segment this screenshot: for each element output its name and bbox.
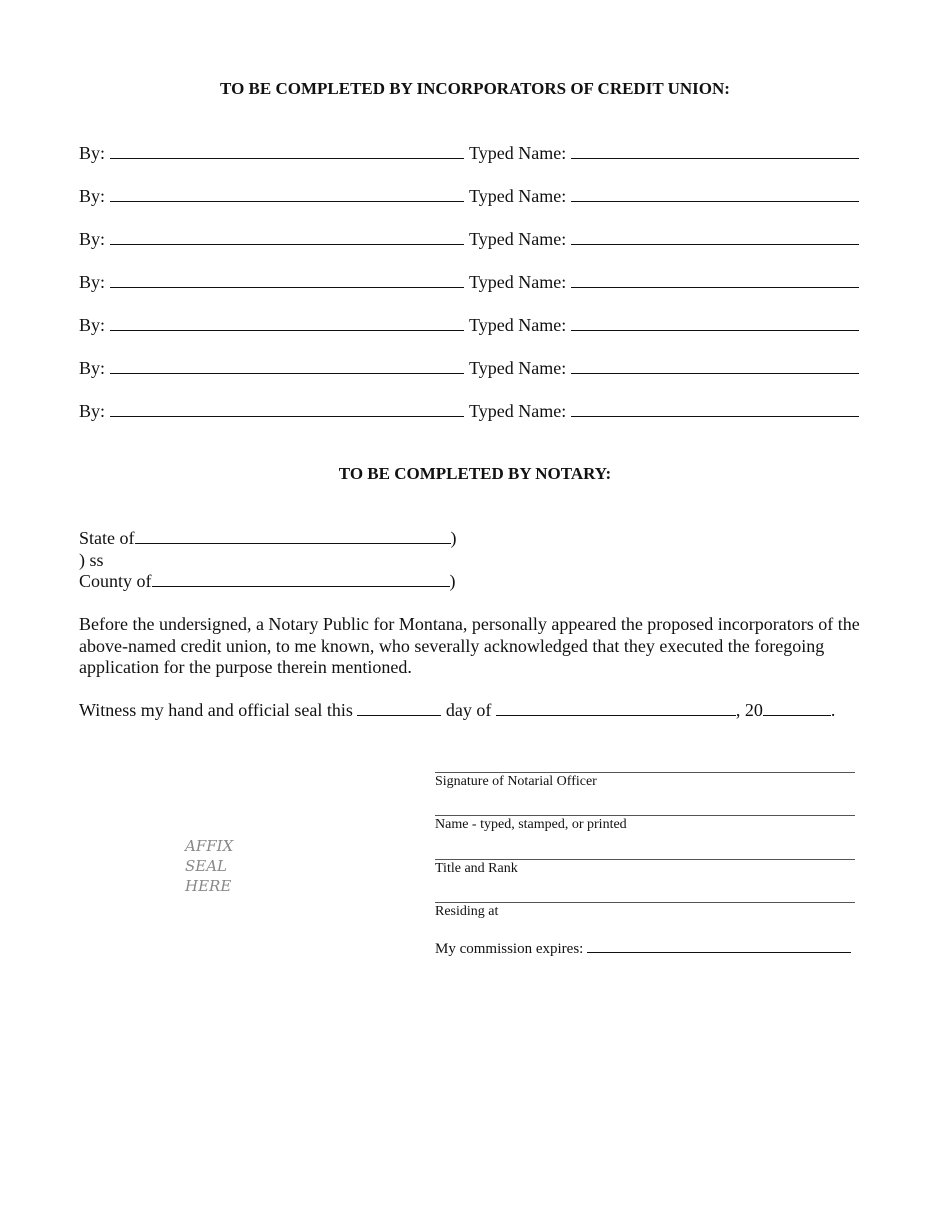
typed-name-label: Typed Name: xyxy=(469,401,567,421)
ss-label: ) ss xyxy=(79,550,104,570)
notary-heading: TO BE COMPLETED BY NOTARY: xyxy=(338,464,612,483)
incorporator-row xyxy=(79,229,859,250)
incorporators-heading: TO BE COMPLETED BY INCORPORATORS OF CREDIT UNION: xyxy=(220,79,730,98)
commission-field[interactable] xyxy=(587,940,851,953)
state-label: State of xyxy=(79,528,135,548)
seal-area xyxy=(185,836,233,896)
typed-name-field[interactable] xyxy=(571,230,859,245)
commission-label: My commission expires: xyxy=(435,941,584,957)
name-line[interactable] xyxy=(435,815,855,816)
by-label: By: xyxy=(79,186,106,206)
county-label: County of xyxy=(79,571,152,591)
notary-paragraph: Before the undersigned, a Notary Public for Montana, personally appeared the proposed incorporators of the above-named credit union, to me known, who severally acknowledged that they executed the foregoing application for the purpose therein mentioned. xyxy=(79,614,860,677)
by-label: By: xyxy=(79,272,106,292)
by-label: By: xyxy=(79,229,106,249)
witness-day-of: day of xyxy=(445,700,492,720)
witness-prefix: Witness my hand and official seal this xyxy=(79,700,353,720)
state-field[interactable] xyxy=(135,529,451,544)
typed-name-field[interactable] xyxy=(571,144,859,159)
by-signature-field[interactable] xyxy=(110,144,464,159)
residing-label: Residing at xyxy=(435,904,499,919)
typed-name-label: Typed Name: xyxy=(469,358,567,378)
state-paren: ) xyxy=(450,528,457,548)
year-field[interactable] xyxy=(763,701,831,716)
county-field[interactable] xyxy=(152,572,450,587)
by-label: By: xyxy=(79,358,106,378)
seal-line-3: HERE xyxy=(185,877,232,895)
signature-line[interactable] xyxy=(435,772,855,773)
by-signature-field[interactable] xyxy=(110,230,464,245)
typed-name-field[interactable] xyxy=(571,273,859,288)
incorporator-row xyxy=(79,272,859,293)
county-row xyxy=(79,571,456,592)
title-line[interactable] xyxy=(435,859,855,860)
seal-line-2: SEAL xyxy=(185,857,228,875)
incorporator-row xyxy=(79,186,859,207)
by-signature-field[interactable] xyxy=(110,316,464,331)
typed-name-field[interactable] xyxy=(571,402,859,417)
by-label: By: xyxy=(79,315,106,335)
typed-name-label: Typed Name: xyxy=(469,186,567,206)
by-label: By: xyxy=(79,143,106,163)
title-label: Title and Rank xyxy=(435,861,518,876)
state-row xyxy=(79,528,457,549)
incorporator-row xyxy=(79,143,859,164)
commission-row xyxy=(435,940,851,958)
incorporator-row xyxy=(79,401,859,422)
typed-name-field[interactable] xyxy=(571,187,859,202)
name-label: Name - typed, stamped, or printed xyxy=(435,817,627,832)
typed-name-label: Typed Name: xyxy=(469,315,567,335)
seal-line-1: AFFIX xyxy=(185,837,234,855)
incorporator-row xyxy=(79,315,859,336)
signature-label: Signature of Notarial Officer xyxy=(435,774,597,789)
typed-name-label: Typed Name: xyxy=(469,143,567,163)
witness-year-prefix: , 20 xyxy=(735,700,763,720)
by-signature-field[interactable] xyxy=(110,359,464,374)
county-paren: ) xyxy=(449,571,456,591)
typed-name-field[interactable] xyxy=(571,359,859,374)
typed-name-label: Typed Name: xyxy=(469,229,567,249)
by-label: By: xyxy=(79,401,106,421)
by-signature-field[interactable] xyxy=(110,402,464,417)
day-field[interactable] xyxy=(357,701,441,716)
incorporator-row xyxy=(79,358,859,379)
by-signature-field[interactable] xyxy=(110,187,464,202)
typed-name-label: Typed Name: xyxy=(469,272,567,292)
witness-row xyxy=(79,700,835,721)
residing-line[interactable] xyxy=(435,902,855,903)
month-field[interactable] xyxy=(496,701,736,716)
typed-name-field[interactable] xyxy=(571,316,859,331)
by-signature-field[interactable] xyxy=(110,273,464,288)
witness-end: . xyxy=(830,700,836,720)
